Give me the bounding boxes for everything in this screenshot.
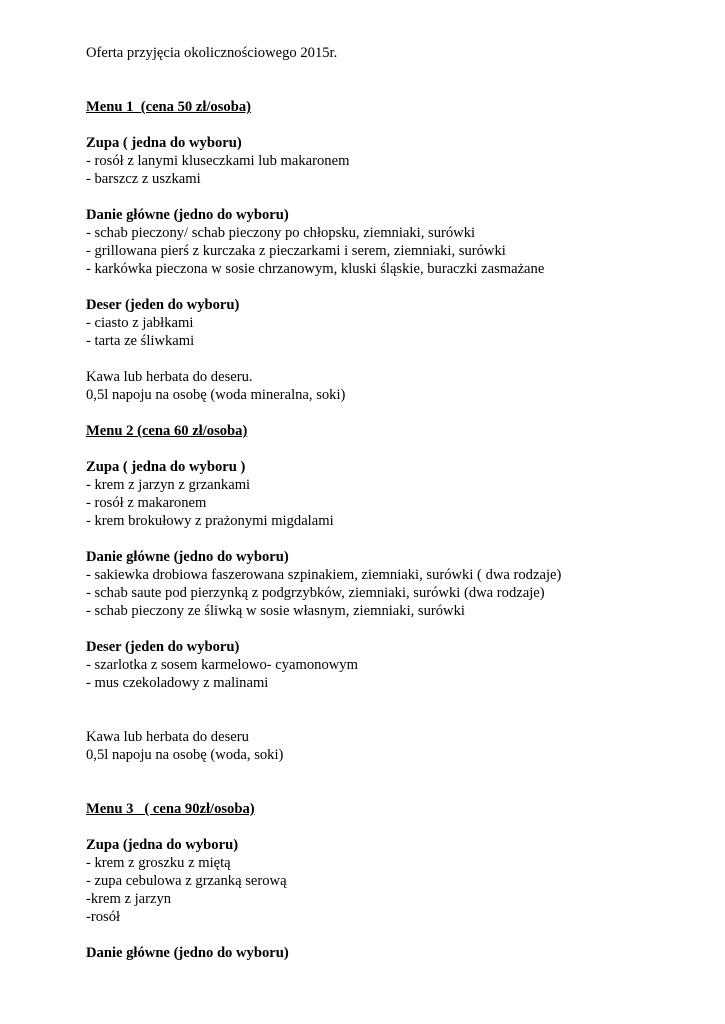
menu-3-heading: Menu 3 ( cena 90zł/osoba) xyxy=(86,801,255,817)
list-item: - szarlotka z sosem karmelowo- cyamonowym xyxy=(86,657,358,673)
menu-2-drinks-coffee: Kawa lub herbata do deseru xyxy=(86,729,249,745)
menu-1-dessert-title: Deser (jeden do wyboru) xyxy=(86,297,240,313)
menu-2-drinks-beverage: 0,5l napoju na osobę (woda, soki) xyxy=(86,747,284,763)
menu-1-heading: Menu 1 (cena 50 zł/osoba) xyxy=(86,99,251,115)
list-item: - krem brokułowy z prażonymi migdalami xyxy=(86,513,334,529)
list-item: - krem z jarzyn z grzankami xyxy=(86,477,251,493)
menu-3-main-title: Danie główne (jedno do wyboru) xyxy=(86,945,289,961)
list-item: - zupa cebulowa z grzanką serową xyxy=(86,873,287,889)
menu-1-section xyxy=(86,98,706,404)
list-item: - tarta ze śliwkami xyxy=(86,333,195,349)
list-item: - schab saute pod pierzynką z podgrzybków, ziemniaki, surówki (dwa rodzaje) xyxy=(86,585,545,601)
list-item: - schab pieczony ze śliwką w sosie własnym, ziemniaki, surówki xyxy=(86,603,465,619)
menu-2-main-title: Danie główne (jedno do wyboru) xyxy=(86,549,289,565)
document-page xyxy=(86,44,706,962)
menu-2-soup-title: Zupa ( jedna do wyboru ) xyxy=(86,459,246,475)
list-item: - grillowana pierś z kurczaka z pieczarkami i serem, ziemniaki, surówki xyxy=(86,243,506,259)
list-item: -rosół xyxy=(86,909,121,925)
menu-2-dessert-title: Deser (jeden do wyboru) xyxy=(86,639,240,655)
list-item: - rosół z lanymi kluseczkami lub makaronem xyxy=(86,153,350,169)
list-item: - krem z groszku z miętą xyxy=(86,855,231,871)
menu-1-drinks-coffee: Kawa lub herbata do deseru. xyxy=(86,369,253,385)
list-item: - barszcz z uszkami xyxy=(86,171,201,187)
list-item: - sakiewka drobiowa faszerowana szpinakiem, ziemniaki, surówki ( dwa rodzaje) xyxy=(86,567,562,583)
menu-2-section xyxy=(86,422,706,764)
list-item: - ciasto z jabłkami xyxy=(86,315,194,331)
list-item: - karkówka pieczona w sosie chrzanowym, kluski śląskie, buraczki zasmażane xyxy=(86,261,545,277)
menu-1-drinks-beverage: 0,5l napoju na osobę (woda mineralna, soki) xyxy=(86,387,346,403)
list-item: -krem z jarzyn xyxy=(86,891,172,907)
menu-1-main-title: Danie główne (jedno do wyboru) xyxy=(86,207,289,223)
document-title: Oferta przyjęcia okolicznościowego 2015r. xyxy=(86,45,338,61)
menu-3-soup-title: Zupa (jedna do wyboru) xyxy=(86,837,239,853)
list-item: - rosół z makaronem xyxy=(86,495,207,511)
menu-2-heading: Menu 2 (cena 60 zł/osoba) xyxy=(86,423,248,439)
list-item: - mus czekoladowy z malinami xyxy=(86,675,269,691)
list-item: - schab pieczony/ schab pieczony po chłopsku, ziemniaki, surówki xyxy=(86,225,476,241)
menu-1-soup-title: Zupa ( jedna do wyboru) xyxy=(86,135,242,151)
menu-3-section xyxy=(86,800,706,962)
